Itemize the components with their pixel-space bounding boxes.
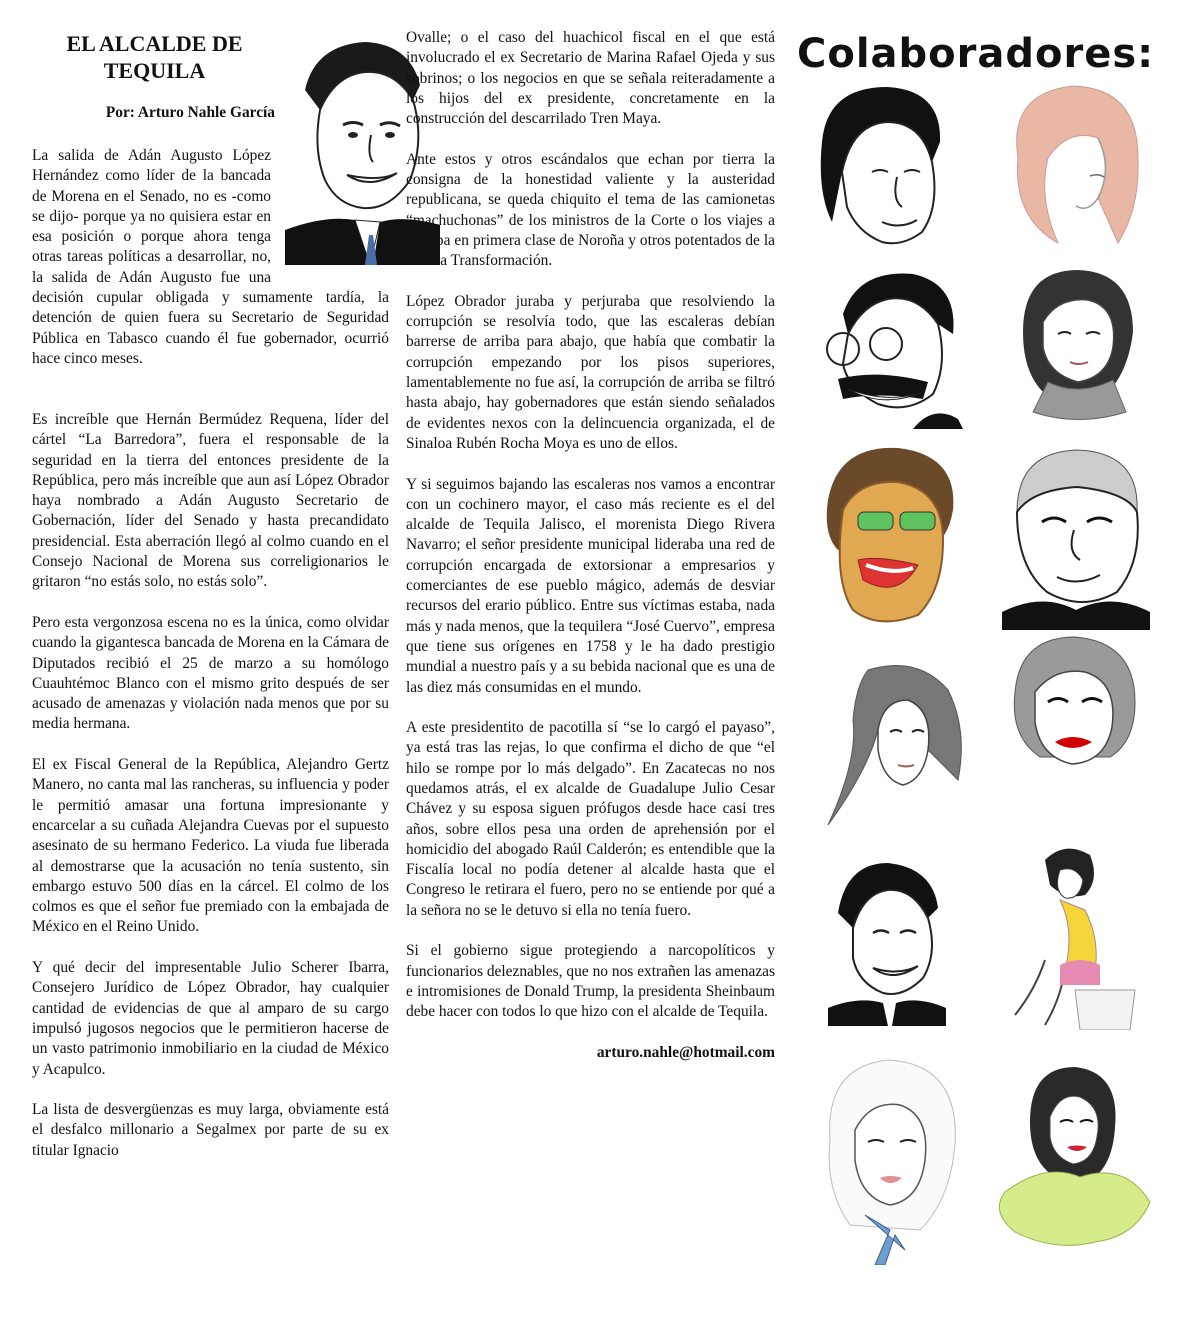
caricature-woman-green-dress-icon <box>985 1062 1155 1258</box>
author-email: arturo.nahle@hotmail.com <box>596 1043 775 1061</box>
caricature-man-suit-icon <box>828 858 946 1026</box>
caricature-man-green-glasses-icon <box>818 440 968 632</box>
caricature-man-grey-hair-icon <box>1002 442 1150 630</box>
article-title: EL ALCALDE DE TEQUILA <box>66 31 243 83</box>
caricature-man-dark-hair-icon <box>812 82 952 250</box>
caricature-woman-red-lips-icon <box>1000 632 1140 822</box>
caricature-woman-sitting-icon <box>1005 840 1147 1030</box>
paragraph: Es increíble que Hernán Bermúdez Requena, líder del cártel “La Barredora”, fuera el responsable de la seguridad en la tierra del entonces presidente de la República, pero más increíble que aun así López Obrador haya nombrado a Adán Augusto Secretario de Gobernación, líder del Senado y hasta precandidato presidencial. Esta aberración llegó al colmo cuando en el Consejo Nacional de Morena sus correligionarios le gritaron “no estás solo, no estás solo”. <box>32 411 389 591</box>
paragraph: El ex Fiscal General de la República, Alejandro Gertz Manero, no canta mal las rancheras, su influencia y poder le permitió amasar una fortuna impresionante y encarcelar a su cuñada Alejandra Cuevas por el supuesto asesinato de su hermano Federico. La viuda fue liberada al demostrarse que la acusación no tenía sustento, sin embargo estuvo 500 días en la cárcel. El colmo de los colmos es que el señor fue premiado con la embajada de México en el Reino Unido. <box>32 756 389 936</box>
paragraph: Ante estos y otros escándalos que echan por tierra la consigna de la honestidad valiente y la austeridad republicana, se queda chiquito el tema de las camionetas “machuchonas” de los ministros de la Corte o los viajes a Europa en primera clase de Noroña y otros potentados de la Cuarta Transformación. <box>406 150 775 270</box>
paragraph: Si el gobierno sigue protegiendo a narcopolíticos y funcionarios deleznables, que no nos extrañen las amenazas e intromisiones de Donald Trump, la presidenta Sheinbaum debe hacer con todos lo que hizo con el alcalde de Tequila. <box>406 942 775 1021</box>
article-column-2 <box>406 28 775 1083</box>
caricature-woman-blonde-icon <box>810 1050 970 1265</box>
caricature-woman-long-hair-icon <box>808 650 986 840</box>
paragraph: Ovalle; o el caso del huachicol fiscal en el que está involucrado el ex Secretario de Marina Rafael Ojeda y sus sobrinos; o los negocios en que se señala reiteradamente a los hijos del ex presidente, concretamente en la construcción del descarrilado Tren Maya. <box>406 29 775 128</box>
article-lead <box>32 146 389 369</box>
paragraph: La lista de desvergüenzas es muy larga, obviamente está el desfalco millonario a Segalmex por parte de su ex titular Ignacio <box>32 1101 389 1159</box>
article-column-1 <box>32 410 389 1181</box>
paragraph: López Obrador juraba y perjuraba que resolviendo la corrupción se resolvía todo, que las escaleras debían barrerse de arriba para abajo, que había que combatir la corrupción empezando por los pisos superiores, lamentablemente no fue así, la corrupción de arriba se filtró hasta abajo, hay gobernadores que están siendo señalados de evidentes nexos con la delincuencia organizada, el de Sinaloa Rubén Rocha Moya es uno de ellos. <box>406 292 775 452</box>
caricature-man-glasses-icon <box>818 264 968 429</box>
paragraph: A este presidentito de pacotilla sí “se lo cargó el payaso”, ya está tras las rejas, lo que confirma el dicho de que “el hilo se rompe por lo más delgado”. En Zacatecas no nos quedamos atrás, el ex alcalde de Guadalupe Julio Cesar Chávez y su esposa siguen prófugos desde hace casi tres años, sobre ellos pesa una orden de aprehensión por el homicidio del abogado Raúl Calderón; es entendible que la Fiscalía local no podía detener al alcalde hasta que el Congreso le retirara el fuero, pero no se entiende por qué a la señora no se le detuvo si ella no tenía fuero. <box>406 719 775 919</box>
lead-paragraph: La salida de Adán Augusto López Hernández como líder de la bancada de Morena en el Senado, no es -como se dijo- porque ya no quisiera estar en esa posición o porque ahora tenga otras tareas políticas a desarrollar, no, la salida de Adán Augusto fue una decisión cupular obligada y sumamente tardía, la detención de quien fuera su Secretario de Seguridad Pública en Tabasco cuando él fue gobernador, ocurrió hace cinco meses. <box>32 147 389 367</box>
article-byline: Por: Arturo Nahle García <box>105 104 275 121</box>
caricature-woman-pink-hair-icon <box>998 78 1148 248</box>
paragraph: Y si seguimos bajando las escaleras nos vamos a encontrar con un cochinero mayor, el caso más reciente es el del alcalde de Tequila Jalisco, el morenista Diego Rivera Navarro; el señor presidente municipal lideraba una red de corrupción encargada de extorsionar a empresarios y comerciantes de ese pueblo mágico, además de desviar recursos del erario público. Entre sus víctimas estaba, nada más y nada menos, que la tequilera “José Cuervo”, empresa que tiene sus orígenes en 1758 y le ha dado prestigio mundial a nuestro país y a su bebida nacional que es una de las diez más consumidas en el mundo. <box>406 475 775 696</box>
caricature-woman-scarf-icon <box>1008 262 1143 427</box>
paragraph: Y qué decir del impresentable Julio Scherer Ibarra, Consejero Jurídico de López Obrador, hay cualquier cantidad de evidencias de que al amparo de su cargo impulsó jugosos negocios que le permitieron hacerse de un vasto patrimonio inmobiliario en la ciudad de México y Acapulco. <box>32 959 389 1078</box>
paragraph: Pero esta vergonzosa escena no es la única, como olvidar cuando la gigantesca bancada de Morena en la Cámara de Diputados recibió el 25 de marzo a su homólogo Cuauhtémoc Blanco con el mismo grito después de ser acusado de amenazas y violación nada menos que por su media hermana. <box>32 613 389 733</box>
collaborators-title: Colaboradores: <box>797 31 1155 77</box>
